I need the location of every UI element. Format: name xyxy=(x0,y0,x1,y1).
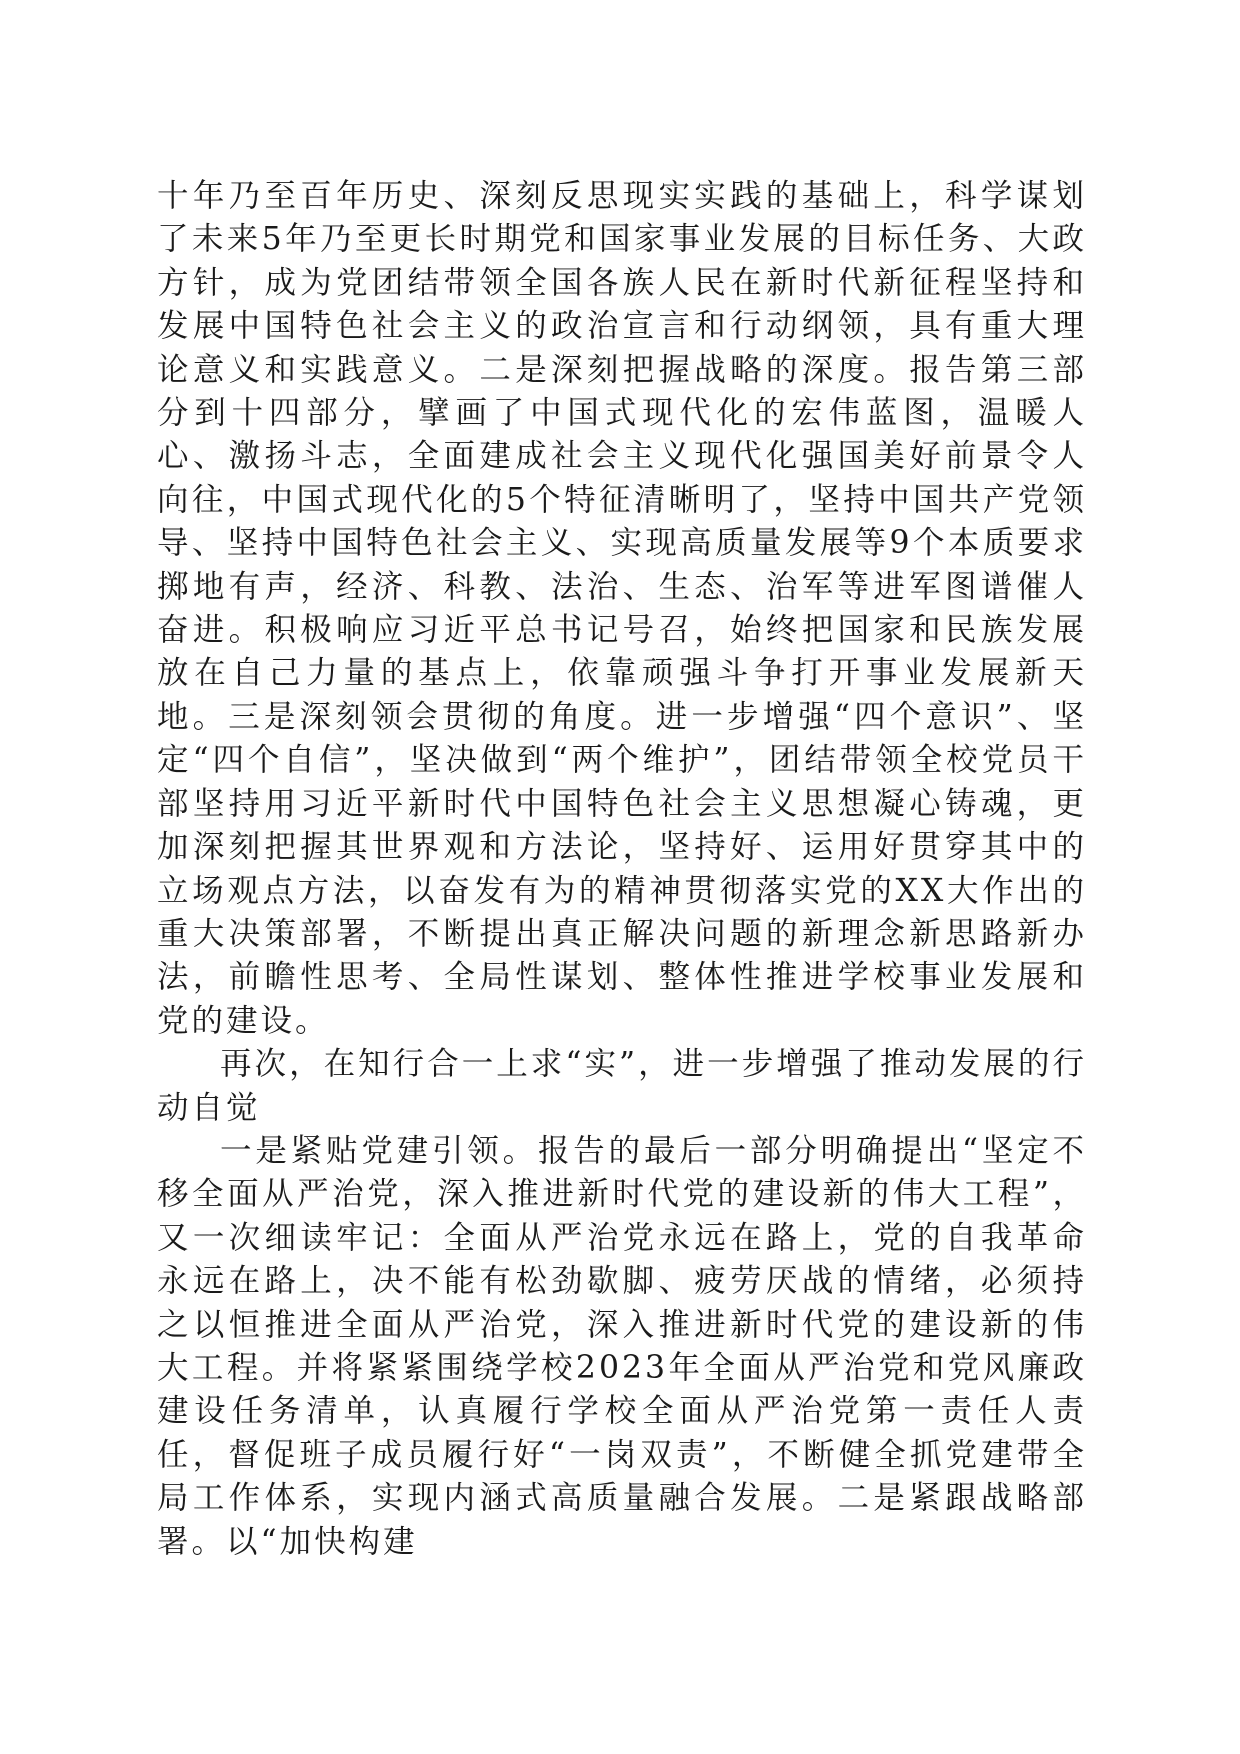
section-heading-paragraph: 再次，在知行合一上求“实”，进一步增强了推动发展的行动自觉 xyxy=(157,1046,1087,1126)
document-body xyxy=(157,175,1087,1564)
paragraph-continuation: 十年乃至百年历史、深刻反思现实实践的基础上，科学谋划了未来5年乃至更长时期党和国家事业发展的目标任务、大政方针，成为党团结带领全国各族人民在新时代新征程坚持和发展中国特色社会主义的政治宣言和行动纲领，具有重大理论意义和实践意义。二是深刻把握战略的深度。报告第三部分到十四部分，擘画了中国式现代化的宏伟蓝图，温暖人心、激扬斗志，全面建成社会主义现代化强国美好前景令人向往，中国式现代化的5个特征清晰明了，坚持中国共产党领导、坚持中国特色社会主义、实现高质量发展等9个本质要求掷地有声，经济、科教、法治、生态、治军等进军图谱催人奋进。积极响应习近平总书记号召，始终把国家和民族发展放在自己力量的基点上，依靠顽强斗争打开事业发展新天地。三是深刻领会贯彻的角度。进一步增强“四个意识”、坚定“四个自信”，坚决做到“两个维护”，团结带领全校党员干部坚持用习近平新时代中国特色社会主义思想凝心铸魂，更加深刻把握其世界观和方法论，坚持好、运用好贯穿其中的立场观点方法，以奋发有为的精神贯彻落实党的XX大作出的重大决策部署，不断提出真正解决问题的新理念新思路新办法，前瞻性思考、全局性谋划、整体性推进学校事业发展和党的建设。 xyxy=(157,178,1087,1039)
paragraph-party-building: 一是紧贴党建引领。报告的最后一部分明确提出“坚定不移全面从严治党，深入推进新时代党的建设新的伟大工程”，又一次细读牢记：全面从严治党永远在路上，党的自我革命永远在路上，决不能有松劲歇脚、疲劳厌战的情绪，必须持之以恒推进全面从严治党，深入推进新时代党的建设新的伟大工程。并将紧紧围绕学校2023年全面从严治党和党风廉政建设任务清单，认真履行学校全面从严治党第一责任人责任，督促班子成员履行好“一岗双责”，不断健全抓党建带全局工作体系，实现内涵式高质量融合发展。二是紧跟战略部署。以“加快构建 xyxy=(157,1132,1087,1560)
